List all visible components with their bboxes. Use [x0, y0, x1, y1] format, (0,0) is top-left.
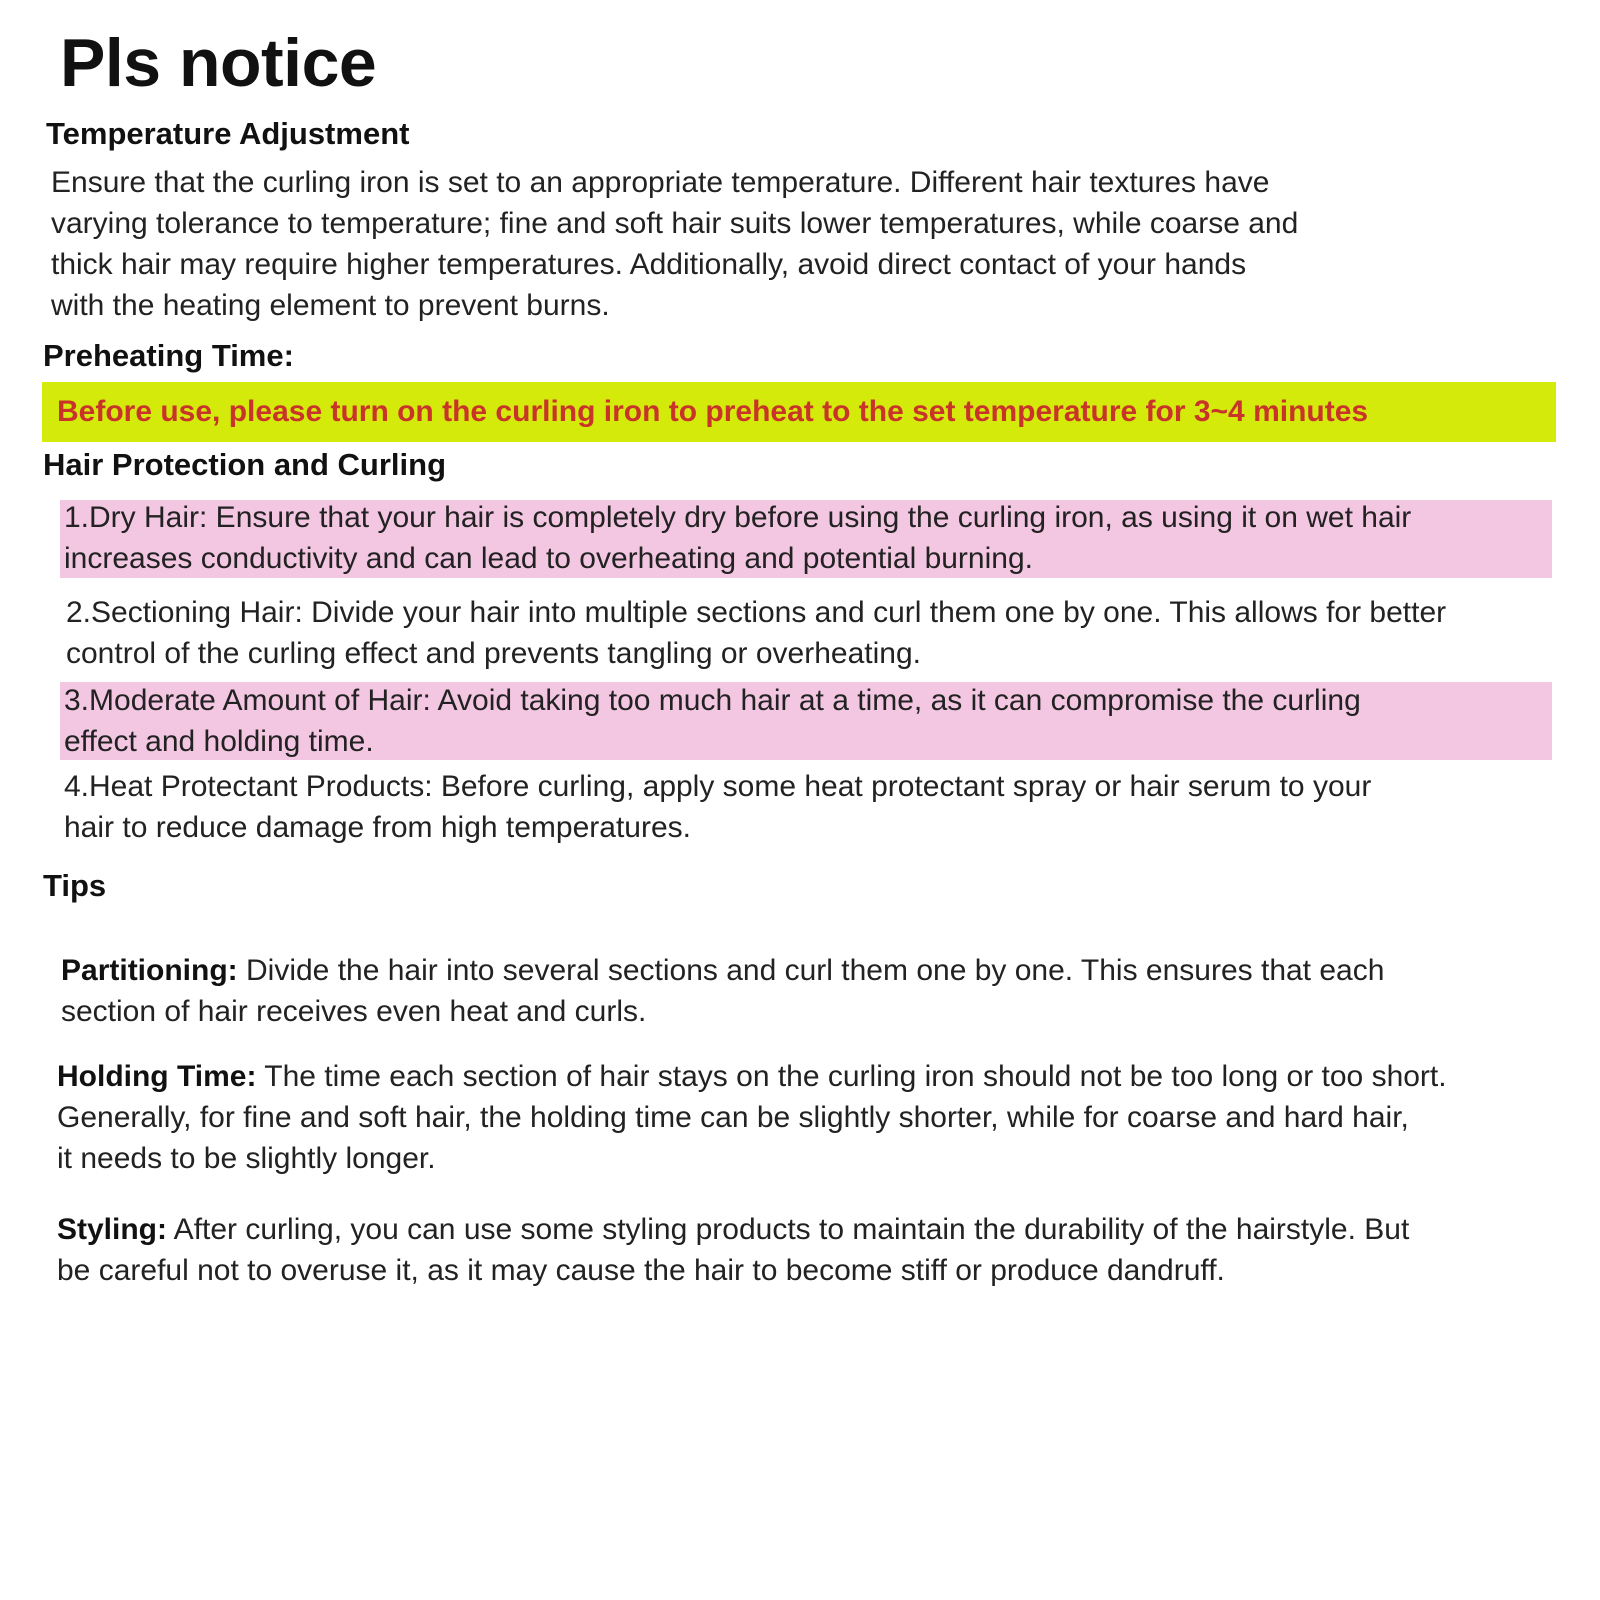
preheating-heading: Preheating Time:	[43, 338, 294, 373]
tip-holding-time-label: Holding Time:	[57, 1060, 257, 1093]
temperature-body: Ensure that the curling iron is set to an appropriate temperature. Different hair textures have varying tolerance to temperature; fine and soft hair suits lower temperatures, while coarse and thick hair may require higher temperatures. Additionally, avoid direct contact of your hands with the heating element to prevent burns.	[51, 166, 1299, 322]
hair-protection-heading: Hair Protection and Curling	[43, 447, 447, 482]
tip-holding-time-text: The time each section of hair stays on the curling iron should not be too long or too short. Generally, for fine and soft hair, the holding time can be slightly shorter, while for coarse and hard hair, it needs to be slightly longer.	[57, 1060, 1447, 1175]
page-title: Pls notice	[60, 25, 377, 101]
hair-item-2: 2.Sectioning Hair: Divide your hair into multiple sections and curl them one by one. This allows for better control of the curling effect and prevents tangling or overheating.	[66, 596, 1447, 670]
tip-holding-time	[57, 1056, 1587, 1179]
tip-partitioning-label: Partitioning:	[61, 954, 238, 987]
preheating-notice: Before use, please turn on the curling iron to preheat to the set temperature for 3~4 minutes	[57, 395, 1369, 428]
tip-partitioning	[61, 950, 1561, 1032]
tip-styling	[57, 1209, 1557, 1291]
hair-item-4: 4.Heat Protectant Products: Before curling, apply some heat protectant spray or hair serum to your hair to reduce damage from high temperatures.	[64, 770, 1372, 844]
tip-partitioning-text: Divide the hair into several sections and curl them one by one. This ensures that each section of hair receives even heat and curls.	[61, 954, 1385, 1028]
temperature-heading: Temperature Adjustment	[46, 116, 410, 151]
preheating-notice-highlight	[42, 382, 1556, 442]
hair-item-3: 3.Moderate Amount of Hair: Avoid taking too much hair at a time, as it can compromise the curling effect and holding time.	[64, 684, 1361, 758]
tip-styling-text: After curling, you can use some styling products to maintain the durability of the hairstyle. But be careful not to overuse it, as it may cause the hair to become stiff or produce dandruff.	[57, 1213, 1410, 1287]
tips-heading: Tips	[43, 868, 107, 903]
hair-item-1: 1.Dry Hair: Ensure that your hair is completely dry before using the curling iron, as using it on wet hair increases conductivity and can lead to overheating and potential burning.	[64, 501, 1412, 575]
tip-styling-label: Styling:	[57, 1213, 167, 1246]
